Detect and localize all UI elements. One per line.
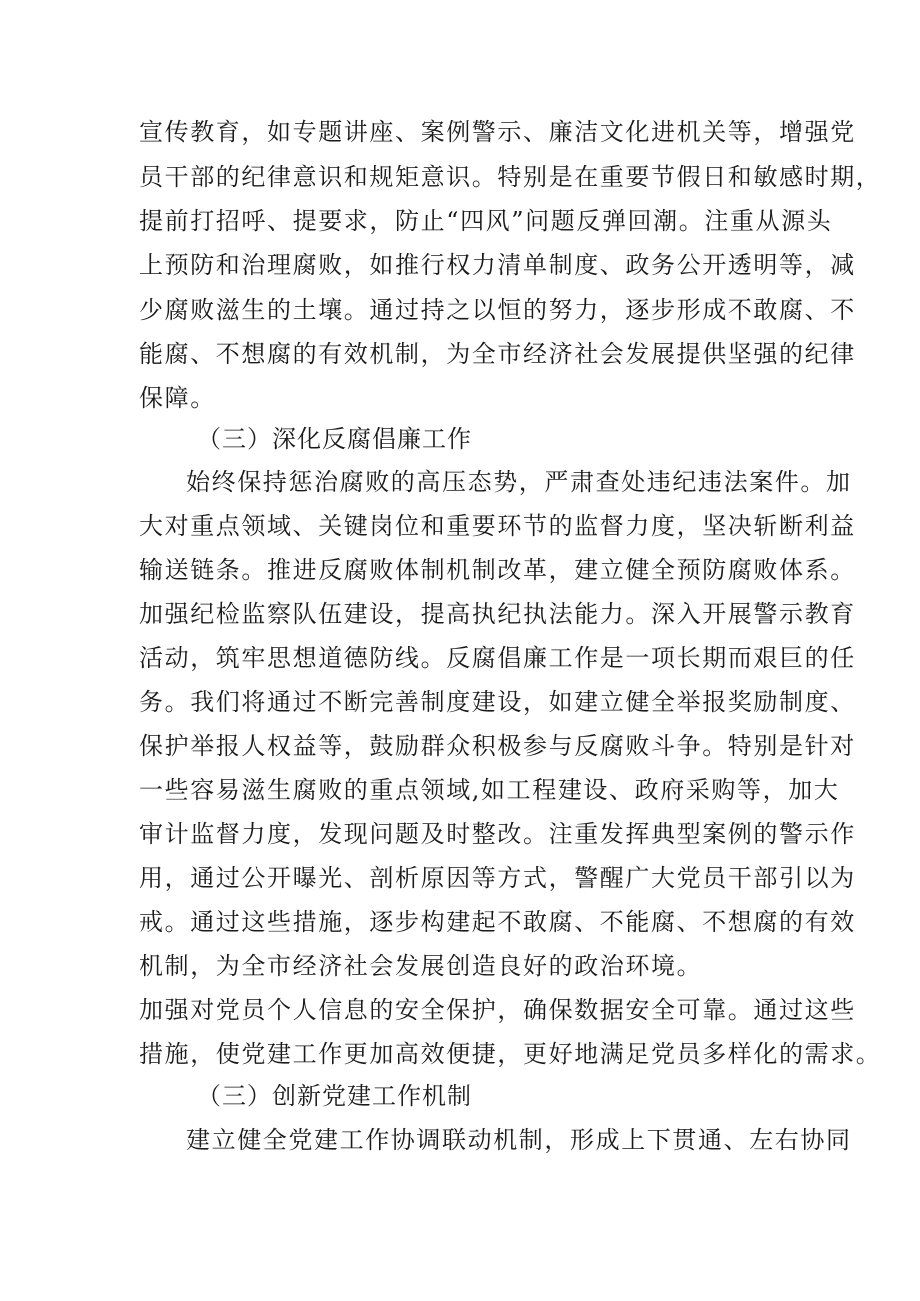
body-text-line: 上预防和治理腐败，如推行权力清单制度、政务公开透明等，减 xyxy=(139,251,856,279)
body-text-line: 输送链条。推进反腐败体制机制改革，建立健全预防腐败体系。 xyxy=(139,556,856,584)
body-text-line: 保护举报人权益等，鼓励群众积极参与反腐败斗争。特别是针对 xyxy=(139,732,856,760)
body-text-line: 加强纪检监察队伍建设，提高执纪执法能力。深入开展警示教育 xyxy=(139,600,856,628)
body-text-line: 机制，为全市经济社会发展创造良好的政治环境。 xyxy=(139,952,703,980)
body-text-line: 保障。 xyxy=(139,384,216,412)
body-text-line: 员干部的纪律意识和规矩意识。特别是在重要节假日和敏感时期， xyxy=(139,163,882,191)
body-text-line: 一些容易滋生腐败的重点领域,如工程建设、政府采购等，加大 xyxy=(139,776,840,804)
body-text-line: 务。我们将通过不断完善制度建设，如建立健全举报奖励制度、 xyxy=(139,688,856,716)
body-text-line: 活动，筑牢思想道德防线。反腐倡廉工作是一项长期而艰巨的任 xyxy=(139,644,856,672)
body-text-line: 建立健全党建工作协调联动机制，形成上下贯通、左右协同 xyxy=(186,1126,852,1154)
body-text-line: 少腐败滋生的土壤。通过持之以恒的努力，逐步形成不敢腐、不 xyxy=(139,296,856,324)
body-text-line: 宣传教育，如专题讲座、案例警示、廉洁文化进机关等，增强党 xyxy=(139,118,856,146)
body-text-line: 用，通过公开曝光、剖析原因等方式，警醒广大党员干部引以为 xyxy=(139,864,856,892)
body-text-line: 戒。通过这些措施，逐步构建起不敢腐、不能腐、不想腐的有效 xyxy=(139,908,856,936)
body-text-line: 加强对党员个人信息的安全保护，确保数据安全可靠。通过这些 xyxy=(139,996,856,1024)
body-text-line: 审计监督力度，发现问题及时整改。注重发挥典型案例的警示作 xyxy=(139,820,856,848)
body-text-line: 能腐、不想腐的有效机制，为全市经济社会发展提供坚强的纪律 xyxy=(139,340,856,368)
body-text-line: 提前打招呼、提要求，防止“四风”问题反弹回潮。注重从源头 xyxy=(139,207,833,235)
body-text-line: 大对重点领域、关键岗位和重要环节的监督力度，坚决斩断利益 xyxy=(139,512,856,540)
section-heading: （三）深化反腐倡廉工作 xyxy=(197,425,472,453)
body-text-line: 措施，使党建工作更加高效便捷，更好地满足党员多样化的需求。 xyxy=(139,1040,882,1068)
body-text-line: 始终保持惩治腐败的高压态势，严肃查处违纪违法案件。加 xyxy=(186,468,852,496)
section-heading: （三）创新党建工作机制 xyxy=(197,1082,472,1110)
